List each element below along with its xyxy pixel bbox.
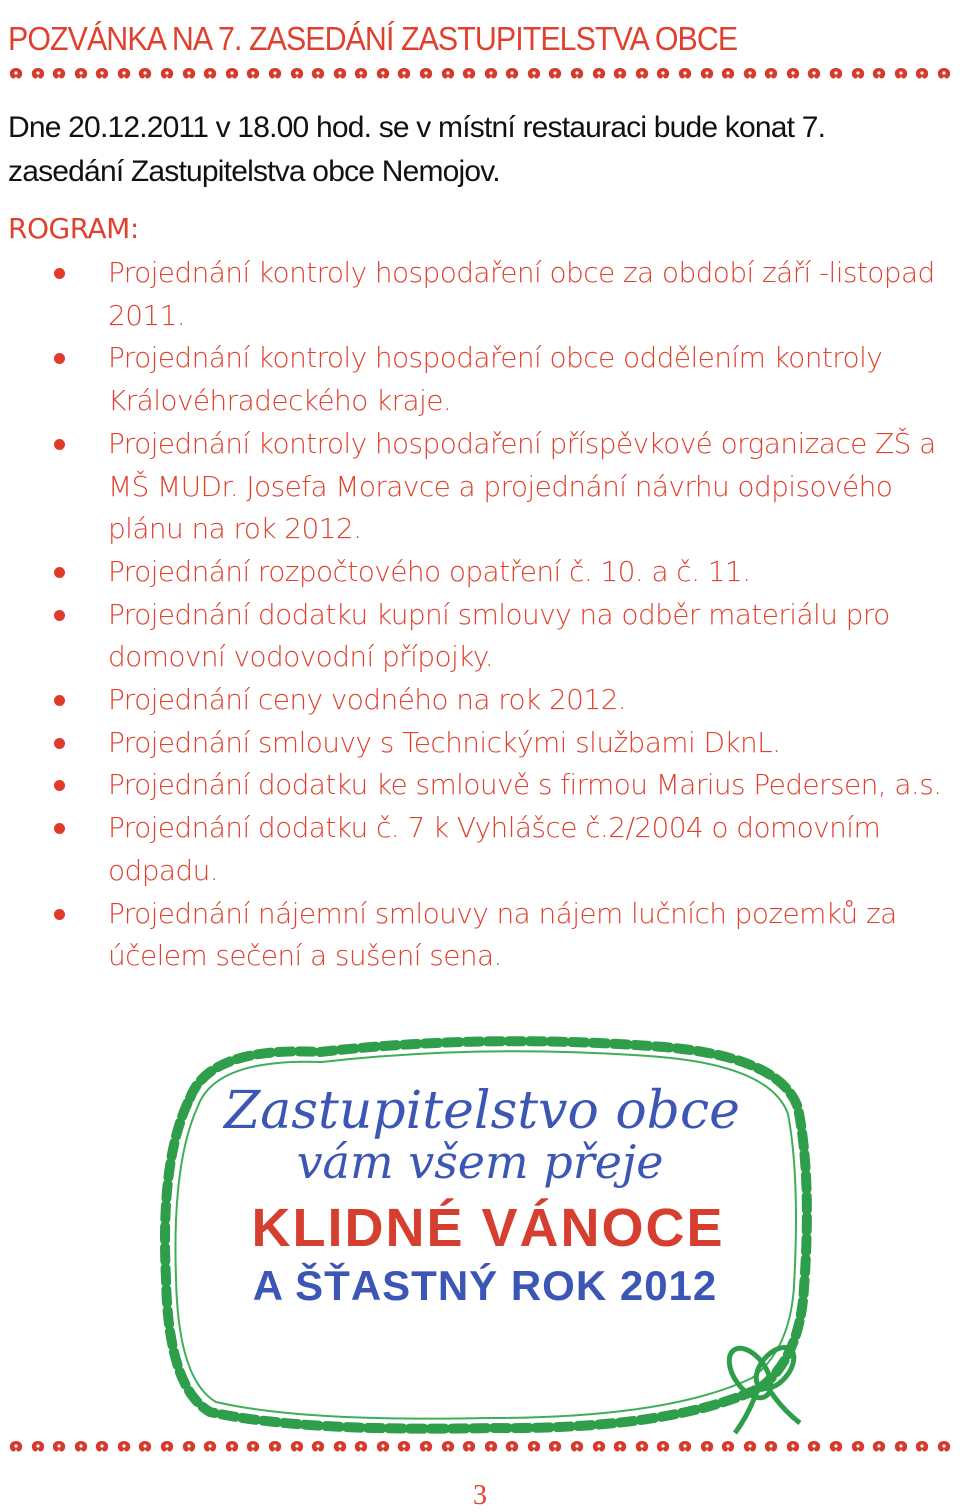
ornament-motif-icon bbox=[137, 1440, 153, 1454]
agenda-item bbox=[54, 551, 954, 594]
ornament-motif-icon bbox=[310, 67, 326, 81]
ornament-border-top bbox=[8, 63, 952, 85]
ornament-motif-icon bbox=[871, 67, 887, 81]
agenda-item bbox=[54, 423, 954, 551]
greeting-line-3: KLIDNÉ VÁNOCE bbox=[251, 1198, 725, 1258]
ornament-motif-icon bbox=[655, 1440, 671, 1454]
ornament-motif-icon bbox=[224, 67, 240, 81]
agenda-item-text: Projednání nájemní smlouvy na nájem lučních pozemků za účelem sečení a sušení sena. bbox=[108, 896, 897, 973]
ornament-motif-icon bbox=[332, 1440, 348, 1454]
ornament-motif-icon bbox=[375, 67, 391, 81]
ornament-motif-icon bbox=[245, 1440, 261, 1454]
agenda-item bbox=[54, 337, 954, 422]
bullet-icon bbox=[54, 353, 65, 364]
ornament-motif-icon bbox=[655, 67, 671, 81]
ornament-motif-icon bbox=[181, 1440, 197, 1454]
ornament-motif-icon bbox=[850, 67, 866, 81]
agenda-list bbox=[54, 252, 954, 978]
agenda-item-text: Projednání rozpočtového opatření č. 10. a č. 11. bbox=[108, 554, 751, 588]
ornament-motif-icon bbox=[310, 1440, 326, 1454]
ornament-motif-icon bbox=[483, 1440, 499, 1454]
ornament-motif-icon bbox=[137, 67, 153, 81]
ornament-motif-icon bbox=[785, 67, 801, 81]
ornament-motif-icon bbox=[94, 1440, 110, 1454]
ornament-border-bottom bbox=[8, 1436, 952, 1458]
greeting-line-2: vám všem přeje bbox=[296, 1135, 664, 1189]
ornament-motif-icon bbox=[418, 67, 434, 81]
invitation-title: POZVÁNKA NA 7. ZASEDÁNÍ ZASTUPITELSTVA OBCE bbox=[8, 20, 738, 57]
ornament-motif-icon bbox=[677, 1440, 693, 1454]
ornament-motif-icon bbox=[202, 1440, 218, 1454]
agenda-item-text: Projednání kontroly hospodaření obce za období září -listopad 2011. bbox=[108, 256, 935, 332]
ornament-motif-icon bbox=[159, 1440, 175, 1454]
program-heading: ROGRAM: bbox=[8, 212, 139, 245]
ornament-motif-icon bbox=[440, 67, 456, 81]
ornament-motif-icon bbox=[828, 1440, 844, 1454]
ornament-motif-icon bbox=[742, 67, 758, 81]
ornament-motif-icon bbox=[289, 1440, 305, 1454]
bullet-icon bbox=[54, 780, 65, 791]
ornament-motif-icon bbox=[893, 67, 909, 81]
ornament-motif-icon bbox=[526, 67, 542, 81]
ornament-motif-icon bbox=[30, 67, 46, 81]
ornament-motif-icon bbox=[353, 67, 369, 81]
ornament-motif-icon bbox=[440, 1440, 456, 1454]
agenda-item-text: Projednání dodatku ke smlouvě s firmou Marius Pedersen, a.s. bbox=[108, 768, 942, 802]
ornament-motif-icon bbox=[116, 67, 132, 81]
agenda-item-text: Projednání ceny vodného na rok 2012. bbox=[108, 683, 627, 717]
meeting-announcement: Dne 20.12.2011 v 18.00 hod. se v místní restauraci bude konat 7. zasedání Zastupitelstva obce Nemojov. bbox=[8, 111, 826, 188]
ornament-motif-icon bbox=[914, 67, 930, 81]
page-number: 3 bbox=[473, 1480, 487, 1511]
bullet-icon bbox=[54, 610, 65, 621]
ornament-motif-icon bbox=[51, 1440, 67, 1454]
ornament-motif-icon bbox=[785, 1440, 801, 1454]
ornament-motif-icon bbox=[806, 1440, 822, 1454]
ornament-motif-icon bbox=[720, 1440, 736, 1454]
ornament-motif-icon bbox=[526, 1440, 542, 1454]
bullet-icon bbox=[54, 695, 65, 706]
ornament-motif-icon bbox=[828, 67, 844, 81]
bullet-icon bbox=[54, 823, 65, 834]
ornament-motif-icon bbox=[763, 1440, 779, 1454]
ornament-motif-icon bbox=[73, 67, 89, 81]
bullet-icon bbox=[54, 738, 65, 749]
agenda-item bbox=[54, 722, 954, 765]
ornament-motif-icon bbox=[267, 67, 283, 81]
ornament-motif-icon bbox=[461, 67, 477, 81]
ornament-motif-icon bbox=[267, 1440, 283, 1454]
ornament-motif-icon bbox=[8, 67, 24, 81]
ornament-motif-icon bbox=[936, 67, 952, 81]
agenda-item bbox=[54, 679, 954, 722]
ornament-motif-icon bbox=[547, 67, 563, 81]
ornament-motif-icon bbox=[936, 1440, 952, 1454]
ornament-motif-icon bbox=[806, 67, 822, 81]
ornament-motif-icon bbox=[850, 1440, 866, 1454]
ornament-motif-icon bbox=[353, 1440, 369, 1454]
ornament-motif-icon bbox=[332, 67, 348, 81]
ornament-motif-icon bbox=[375, 1440, 391, 1454]
ornament-motif-icon bbox=[763, 67, 779, 81]
ornament-motif-icon bbox=[181, 67, 197, 81]
ornament-motif-icon bbox=[742, 1440, 758, 1454]
agenda-item-text: Projednání kontroly hospodaření příspěvkové organizace ZŠ a MŠ MUDr. Josefa Moravce a projednání návrhu odpisového plánu na rok 2012. bbox=[108, 426, 936, 546]
ornament-motif-icon bbox=[591, 67, 607, 81]
ornament-motif-icon bbox=[569, 67, 585, 81]
ornament-motif-icon bbox=[73, 1440, 89, 1454]
ornament-motif-icon bbox=[8, 1440, 24, 1454]
ornament-motif-icon bbox=[871, 1440, 887, 1454]
ornament-motif-icon bbox=[94, 67, 110, 81]
ornament-motif-icon bbox=[418, 1440, 434, 1454]
agenda-item bbox=[54, 893, 954, 978]
bullet-icon bbox=[54, 268, 65, 279]
ornament-motif-icon bbox=[720, 67, 736, 81]
christmas-greeting-card bbox=[150, 1028, 815, 1443]
ornament-motif-icon bbox=[159, 67, 175, 81]
ornament-motif-icon bbox=[677, 67, 693, 81]
ornament-motif-icon bbox=[483, 67, 499, 81]
agenda-item bbox=[54, 764, 954, 807]
greeting-line-1: Zastupitelstvo obce bbox=[224, 1081, 740, 1141]
agenda-item bbox=[54, 594, 954, 679]
ornament-motif-icon bbox=[699, 67, 715, 81]
bullet-icon bbox=[54, 909, 65, 920]
agenda-item-text: Projednání kontroly hospodaření obce oddělením kontroly Královéhradeckého kraje. bbox=[108, 341, 883, 418]
ornament-motif-icon bbox=[634, 1440, 650, 1454]
ornament-motif-icon bbox=[116, 1440, 132, 1454]
agenda-item bbox=[54, 252, 954, 337]
ornament-motif-icon bbox=[569, 1440, 585, 1454]
ornament-motif-icon bbox=[396, 1440, 412, 1454]
ornament-motif-icon bbox=[461, 1440, 477, 1454]
ornament-motif-icon bbox=[289, 67, 305, 81]
agenda-item-text: Projednání dodatku č. 7 k Vyhlášce č.2/2004 o domovním odpadu. bbox=[108, 811, 881, 887]
ornament-motif-icon bbox=[51, 67, 67, 81]
ornament-motif-icon bbox=[591, 1440, 607, 1454]
ornament-motif-icon bbox=[224, 1440, 240, 1454]
ornament-motif-icon bbox=[504, 1440, 520, 1454]
agenda-item-text: Projednání smlouvy s Technickými službami DknL. bbox=[108, 725, 781, 759]
ornament-motif-icon bbox=[504, 67, 520, 81]
ornament-motif-icon bbox=[30, 1440, 46, 1454]
ornament-motif-icon bbox=[699, 1440, 715, 1454]
agenda-item bbox=[54, 807, 954, 892]
bullet-icon bbox=[54, 439, 65, 450]
ornament-motif-icon bbox=[396, 67, 412, 81]
ornament-motif-icon bbox=[612, 67, 628, 81]
ornament-motif-icon bbox=[893, 1440, 909, 1454]
ornament-motif-icon bbox=[547, 1440, 563, 1454]
agenda-item-text: Projednání dodatku kupní smlouvy na odběr materiálu pro domovní vodovodní přípojky. bbox=[108, 597, 890, 674]
ornament-motif-icon bbox=[202, 67, 218, 81]
ornament-motif-icon bbox=[612, 1440, 628, 1454]
ornament-motif-icon bbox=[245, 67, 261, 81]
bullet-icon bbox=[54, 567, 65, 578]
ornament-motif-icon bbox=[634, 67, 650, 81]
greeting-line-4: A ŠŤASTNÝ ROK 2012 bbox=[252, 1262, 718, 1309]
ornament-motif-icon bbox=[914, 1440, 930, 1454]
